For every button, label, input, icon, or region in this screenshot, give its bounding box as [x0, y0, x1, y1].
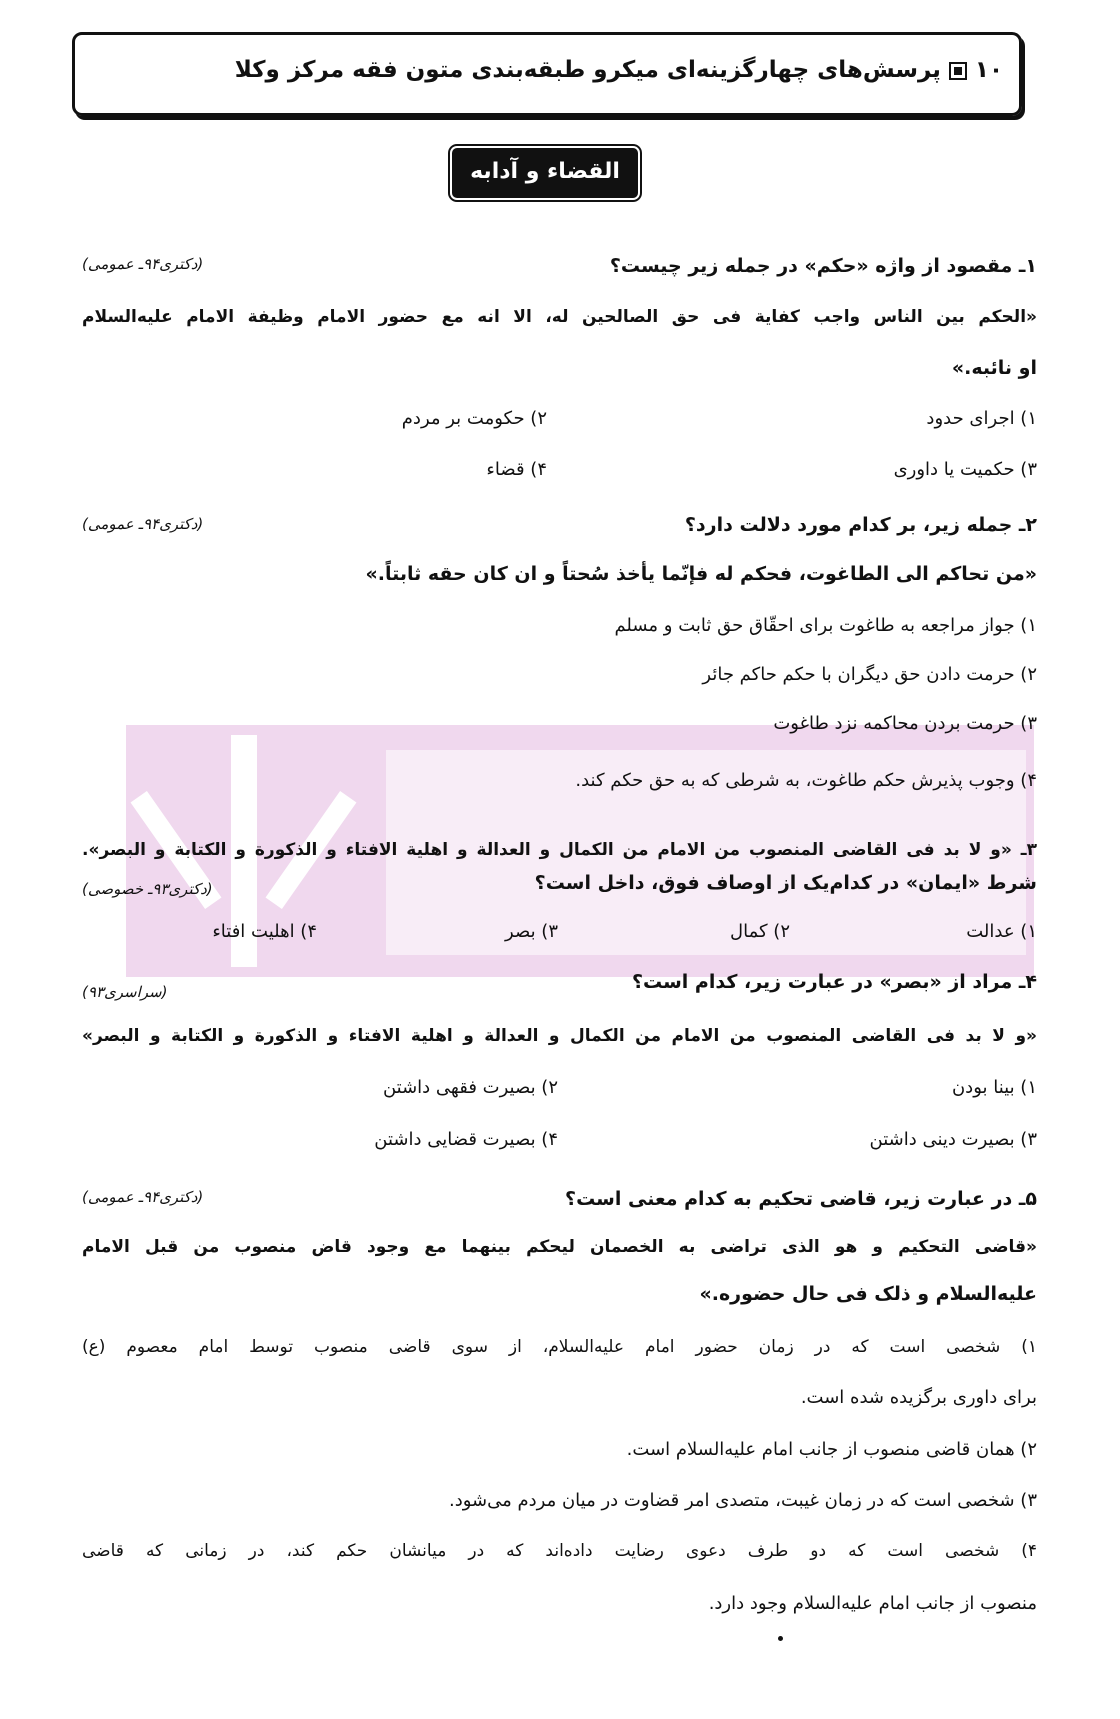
section-title: القضاء و آدابه	[452, 148, 638, 198]
option[interactable]: ۲) بصیرت فقهی داشتن	[382, 1077, 558, 1098]
option[interactable]: ۱) شخصی است که در زمان حضور امام علیه‌السلام، از سوی قاضی منصوب توسط امام معصوم (ع)	[82, 1337, 1037, 1357]
question-1-source: (دکتری۹۴ـ عمومی)	[82, 255, 204, 273]
question-1-stem: ۱ـ مقصود از واژه «حکم» در جمله زیر چیست؟	[609, 255, 1037, 277]
question-3-stem-2: شرط «ایمان» در کدام‌یک از اوصاف فوق، داخل است؟	[534, 872, 1037, 894]
question-4-source: (سراسری۹۳)	[82, 983, 168, 1001]
option[interactable]: ۳) بصر	[505, 921, 558, 942]
option[interactable]: ۲) کمال	[730, 921, 790, 942]
option[interactable]: ۳) شخصی است که در زمان غیبت، متصدی امر قضاوت در میان مردم می‌شود.	[449, 1490, 1037, 1511]
option[interactable]: ۲) حکومت بر مردم	[401, 408, 547, 429]
stray-mark	[778, 1636, 783, 1641]
option[interactable]: ۴) قضاء	[486, 459, 547, 480]
question-2-quote: «من تحاکم الی الطاغوت، فحکم له فإنّما یأخذ سُحتاً و ان کان حقه ثابتاً.»	[365, 563, 1037, 585]
question-1-quote: او نائبه.»	[951, 357, 1037, 379]
option[interactable]: ۲) حرمت دادن حق دیگران با حکم حاکم جائر	[702, 664, 1037, 685]
book-title: پرسش‌های چهارگزینه‌ای میکرو طبقه‌بندی متون فقه مرکز وکلا	[234, 57, 941, 83]
option[interactable]: ۴) اهلیت افتاء	[212, 921, 317, 942]
question-5-source: (دکتری۹۴ـ عمومی)	[82, 1188, 204, 1206]
option[interactable]: ۴) وجوب پذیرش حکم طاغوت، به شرطی که به حق حکم کند.	[575, 770, 1037, 791]
question-3-source: (دکتری۹۳ـ خصوصی)	[82, 880, 213, 898]
option[interactable]: ۳) حرمت بردن محاکمه نزد طاغوت	[773, 713, 1037, 734]
option[interactable]: ۳) حکمیت یا داوری	[893, 459, 1037, 480]
option[interactable]: ۲) همان قاضی منصوب از جانب امام علیه‌السلام است.	[626, 1439, 1037, 1460]
option[interactable]: ۱) جواز مراجعه به طاغوت برای احقّاق حق ثابت و مسلم	[614, 615, 1037, 636]
page-header	[72, 32, 1022, 116]
option-continuation: منصوب از جانب امام علیه‌السلام وجود دارد.	[708, 1593, 1037, 1614]
question-1-quote: «الحکم بین الناس واجب کفایة فی حق الصالحین له، الا انه مع حضور الامام وظیفة الامام علیه‌السلام	[82, 307, 1037, 327]
question-5-stem: ۵ـ در عبارت زیر، قاضی تحکیم به کدام معنی است؟	[565, 1188, 1037, 1210]
question-5-quote: «قاضی التحکیم و هو الذی تراضی به الخصمان لیحکم بینهما مع وجود قاض منصوب من قبل الامام	[82, 1237, 1037, 1257]
question-2-stem: ۲ـ جمله زیر، بر کدام مورد دلالت دارد؟	[684, 514, 1037, 536]
option[interactable]: ۴) شخصی است که دو طرف دعوی رضایت داده‌اند که در میانشان حکم کند، در زمانی که قاضی	[82, 1541, 1037, 1561]
option[interactable]: ۳) بصیرت دینی داشتن	[869, 1129, 1037, 1150]
question-5-quote: علیه‌السلام و ذلک فی حال حضوره.»	[699, 1283, 1037, 1305]
square-bullet-icon	[949, 62, 967, 80]
option[interactable]: ۱) بینا بودن	[951, 1077, 1037, 1098]
header-title-line	[91, 57, 1003, 83]
question-2-source: (دکتری۹۴ـ عمومی)	[82, 515, 204, 533]
option[interactable]: ۱) اجرای حدود	[926, 408, 1037, 429]
option-continuation: برای داوری برگزیده شده است.	[800, 1387, 1037, 1408]
question-4-stem: ۴ـ مراد از «بصر» در عبارت زیر، کدام است؟	[631, 971, 1037, 993]
page-number: ۱۰	[974, 57, 1003, 83]
question-3-stem: ۳ـ «و لا بد فی القاضی المنصوب من الامام من الکمال و العدالة و اهلیة الافتاء و الذکورة و الکتابة و البصر».	[82, 840, 1037, 860]
option[interactable]: ۱) عدالت	[966, 921, 1037, 942]
question-4-quote: «و لا بد فی القاضی المنصوب من الامام من الکمال و العدالة و اهلیة الافتاء و الذکورة و الکتابة و البصر»	[82, 1026, 1037, 1046]
option[interactable]: ۴) بصیرت قضایی داشتن	[374, 1129, 558, 1150]
